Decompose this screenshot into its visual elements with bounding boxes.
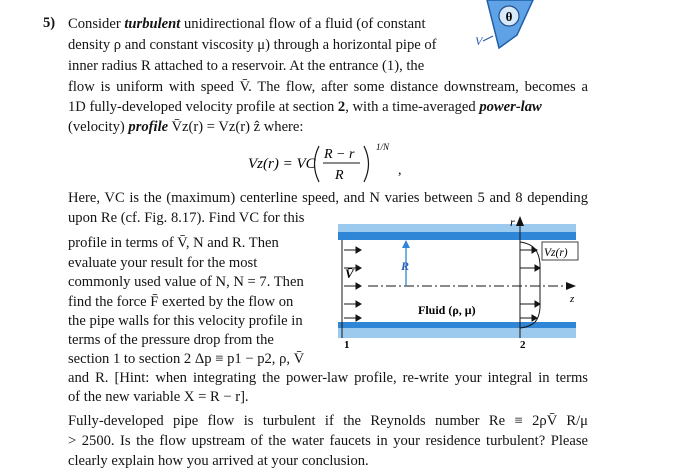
vz-label: Vz(r) bbox=[544, 247, 568, 259]
intro-line-1: Consider turbulent unidirectional flow of a fluid (of constant bbox=[68, 16, 426, 32]
body-line-6: find the force F̄ exerted by the flow on bbox=[68, 294, 294, 310]
corner-v-arrow bbox=[483, 36, 493, 41]
body-line-10: and R. [Hint: when integrating the power-law profile, re-write your integral in terms bbox=[68, 370, 588, 386]
pipe-figure bbox=[330, 212, 592, 362]
body-line-7: the pipe walls for this velocity profile in bbox=[68, 313, 303, 329]
r-axis-arrow bbox=[516, 216, 524, 226]
body-line-2: upon Re (cf. Fig. 8.17). Find VC for this bbox=[68, 210, 305, 226]
final-line-3: clearly explain how you arrived at your conclusion. bbox=[68, 453, 369, 469]
body-line-8: terms of the pressure drop from the bbox=[68, 332, 274, 348]
eq-right-paren bbox=[364, 146, 369, 182]
z-label: z bbox=[570, 293, 575, 305]
power-law-equation bbox=[248, 140, 408, 188]
corner-theta: θ bbox=[505, 9, 513, 24]
section-1-label: 1 bbox=[344, 339, 350, 351]
intro-line-6: (velocity) profile V̄z(r) = Vz(r) ẑ where: bbox=[68, 119, 304, 135]
pipe-top-wall bbox=[338, 232, 576, 240]
radius-label: R bbox=[401, 259, 410, 273]
intro-line-5: 1D fully-developed velocity profile at section 2, with a time-averaged power-law bbox=[68, 99, 542, 115]
intro-line-2: density ρ and constant viscosity μ) through a horizontal pipe of bbox=[68, 37, 437, 53]
body-line-5: commonly used value of N, N = 7. Then bbox=[68, 274, 304, 290]
radius-arrowhead bbox=[402, 240, 410, 248]
final-line-2: > 2500. Is the flow upstream of the water faucets in your residence turbulent? Please bbox=[68, 433, 588, 449]
eq-lhs: Vz(r) = VC bbox=[248, 156, 316, 172]
intro-line-3: inner radius R attached to a reservoir. At the entrance (1), the bbox=[68, 58, 425, 74]
body-line-4: evaluate your result for the most bbox=[68, 255, 258, 271]
eq-tail: , bbox=[398, 163, 402, 178]
eq-exponent: 1/N bbox=[376, 142, 390, 152]
body-line-3: profile in terms of V̄, N and R. Then bbox=[68, 235, 279, 251]
body-line-11: of the new variable X = R − r]. bbox=[68, 389, 249, 405]
z-arrow bbox=[566, 282, 576, 290]
body-line-1: Here, VC is the (maximum) centerline speed, and N varies between 5 and 8 depending bbox=[68, 190, 588, 206]
outlet-profile-arrows bbox=[520, 247, 540, 321]
body-line-9: section 1 to section 2 Δp ≡ p1 − p2, ρ, V̄ bbox=[68, 351, 305, 367]
corner-figure bbox=[455, 0, 535, 55]
section-2-label: 2 bbox=[520, 339, 526, 351]
question-number: 5) bbox=[43, 15, 56, 31]
r-axis-label: r bbox=[510, 215, 515, 229]
inlet-vbar-label: V̄ bbox=[345, 266, 354, 281]
intro-line-4: flow is uniform with speed V̄. The flow, after some distance downstream, becomes a bbox=[68, 79, 588, 95]
final-line-1: Fully-developed pipe flow is turbulent if the Reynolds number Re ≡ 2ρV̄ R/μ bbox=[68, 413, 588, 429]
corner-v-label: V bbox=[475, 34, 483, 48]
eq-numerator: R − r bbox=[324, 147, 355, 162]
pipe-bottom-wall-light bbox=[338, 328, 576, 338]
fluid-label: Fluid (ρ, μ) bbox=[418, 303, 476, 317]
inlet-arrows bbox=[344, 247, 361, 321]
eq-denominator: R bbox=[335, 168, 344, 183]
velocity-profile-curve bbox=[520, 242, 540, 328]
